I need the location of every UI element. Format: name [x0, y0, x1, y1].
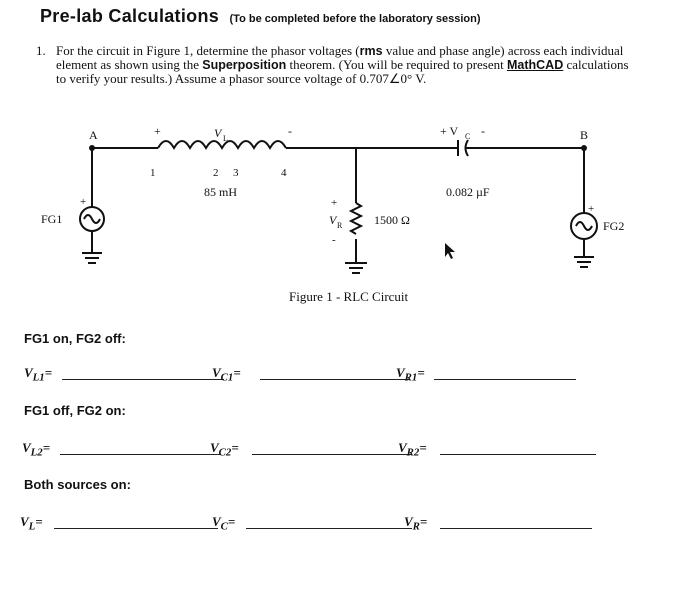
- problem-text-a: For the circuit in Figure 1, determine the phasor voltages (: [56, 43, 360, 58]
- fg1-label: FG1: [41, 212, 63, 226]
- input-vc[interactable]: [246, 514, 412, 529]
- input-vr2[interactable]: [440, 440, 596, 455]
- answer-row-both: [20, 514, 660, 536]
- fg1-sine: [84, 215, 100, 223]
- label-vl1: $V_{L1}=$: [24, 365, 53, 384]
- problem-text-b: value and phase angle) across each individual element as shown using the: [56, 43, 624, 72]
- node-a-label: A: [89, 128, 98, 142]
- page-header: [40, 6, 481, 27]
- label-vr1: $V_{R1}=$: [396, 365, 425, 384]
- resistance-value: 1500 Ω: [374, 213, 410, 227]
- page-subtitle: (To be completed before the laboratory session): [229, 13, 481, 25]
- label-vc1: $V_{C1}=$: [212, 365, 241, 384]
- problem-rms: rms: [359, 44, 383, 58]
- label-vl2: $V_{L2}=$: [22, 440, 51, 459]
- vc-label: + V: [440, 124, 459, 138]
- vr-label: V: [329, 213, 337, 227]
- problem-statement: [36, 44, 636, 86]
- section-title-fg1: FG1 on, FG2 off:: [24, 331, 126, 346]
- input-vl2[interactable]: [60, 440, 220, 455]
- page-title: Pre-lab Calculations: [40, 6, 220, 26]
- node-a-dot: [89, 145, 95, 151]
- vr-plus: +: [331, 197, 338, 209]
- vr-minus: -: [332, 234, 336, 246]
- vc-sub: C: [465, 132, 471, 141]
- pin-4: 4: [281, 167, 287, 179]
- problem-text-c: theorem. (You will be required to present: [286, 57, 507, 72]
- input-vr[interactable]: [440, 514, 592, 529]
- label-vc: $V_C=$: [212, 514, 236, 533]
- inductor-symbol: [158, 141, 286, 148]
- problem-superposition: Superposition: [202, 58, 287, 72]
- pin-3: 3: [233, 167, 239, 179]
- section-title-both: Both sources on:: [24, 477, 131, 492]
- vl-label: V: [214, 126, 222, 140]
- vr-sub: R: [337, 221, 343, 230]
- input-vc2[interactable]: [252, 440, 412, 455]
- section-title-fg2: FG1 off, FG2 on:: [24, 403, 126, 418]
- input-vc1[interactable]: [260, 365, 410, 380]
- problem-mathcad: MathCAD: [506, 58, 564, 72]
- node-b-label: B: [580, 128, 589, 142]
- fg2-sine: [576, 222, 592, 230]
- fg2-plus: +: [588, 203, 595, 215]
- label-vc2: $V_{C2}=$: [210, 440, 239, 459]
- circuit-wires: [80, 140, 597, 273]
- problem-text: [56, 44, 636, 86]
- label-vl: $V_L=$: [20, 514, 43, 533]
- capacitance-value: 0.082 µF: [446, 185, 490, 199]
- input-vl[interactable]: [54, 514, 218, 529]
- answer-row-fg2: [20, 440, 660, 462]
- fg2-label: FG2: [603, 219, 625, 233]
- pin-2: 2: [213, 167, 219, 179]
- answer-row-fg1: [20, 365, 660, 387]
- resistor-symbol: [351, 203, 361, 234]
- vl-sub: L: [223, 134, 228, 143]
- problem-number: 1.: [36, 43, 46, 58]
- problem-text-d: calculations to verify your results.) Assume a phasor source voltage of 0.707∠0° V.: [56, 57, 629, 86]
- label-vr2: $V_{R2}=$: [398, 440, 427, 459]
- fg1-plus: +: [80, 196, 87, 208]
- vc-minus: -: [481, 124, 485, 138]
- input-vl1[interactable]: [62, 365, 224, 380]
- vl-minus: -: [288, 124, 292, 138]
- input-vr1[interactable]: [434, 365, 576, 380]
- pin-1: 1: [150, 167, 156, 179]
- circuit-diagram: [0, 115, 700, 290]
- label-vr: $V_R=$: [404, 514, 428, 533]
- figure-caption: Figure 1 - RLC Circuit: [289, 289, 409, 304]
- inductance-value: 85 mH: [204, 185, 237, 199]
- mouse-cursor-icon: [445, 243, 455, 259]
- vl-plus: +: [154, 124, 161, 138]
- node-b-dot: [581, 145, 587, 151]
